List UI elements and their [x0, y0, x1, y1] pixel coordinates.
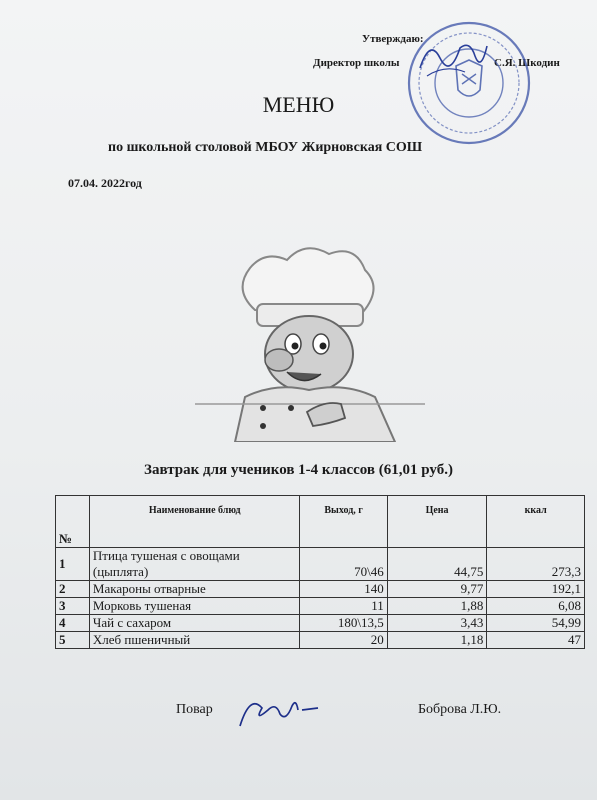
- dish-kcal: 54,99: [487, 615, 585, 632]
- table-row: [56, 615, 585, 632]
- dish-output: 20: [300, 632, 387, 649]
- dish-kcal: 192,1: [487, 581, 585, 598]
- section-title: Завтрак для учеников 1-4 классов (61,01 руб.): [144, 462, 453, 478]
- director-label: Директор школы: [313, 57, 400, 69]
- dish-name: Хлеб пшеничный: [89, 632, 300, 649]
- dish-output: 11: [300, 598, 387, 615]
- table-row: [56, 581, 585, 598]
- dish-price: 1,18: [387, 632, 487, 649]
- row-number: 4: [56, 615, 90, 632]
- director-name: С.Я. Шкодин: [494, 57, 560, 69]
- document-subtitle: по школьной столовой МБОУ Жирновская СОШ: [108, 140, 423, 155]
- dish-price: 3,43: [387, 615, 487, 632]
- header-dish-name: Наименование блюд: [89, 496, 300, 548]
- row-number: 5: [56, 632, 90, 649]
- dish-kcal: 273,3: [487, 548, 585, 581]
- document-title: МЕНЮ: [262, 92, 335, 117]
- dish-kcal: 47: [487, 632, 585, 649]
- header-kcal: ккал: [487, 496, 585, 548]
- director-signature: [415, 28, 490, 88]
- cook-name: Боброва Л.Ю.: [418, 702, 502, 717]
- dish-name: Макароны отварные: [89, 581, 300, 598]
- row-number: 3: [56, 598, 90, 615]
- dish-price: 1,88: [387, 598, 487, 615]
- table-header-row: [56, 496, 585, 548]
- dish-output: 180\13,5: [300, 615, 387, 632]
- cook-label: Повар: [176, 702, 213, 717]
- cook-signature: [232, 688, 322, 733]
- dish-price: 9,77: [387, 581, 487, 598]
- menu-table: [55, 495, 585, 649]
- header-output: Выход, г: [300, 496, 387, 548]
- chef-illustration: [195, 232, 425, 442]
- document-date: 07.04. 2022год: [68, 176, 142, 190]
- dish-output: 140: [300, 581, 387, 598]
- row-number: 1: [56, 548, 90, 581]
- dish-price: 44,75: [387, 548, 487, 581]
- header-number: №: [56, 496, 90, 548]
- table-row: [56, 632, 585, 649]
- dish-kcal: 6,08: [487, 598, 585, 615]
- approval-label: Утверждаю:: [362, 33, 424, 45]
- dish-name: Птица тушеная с овощами (цыплята): [89, 548, 300, 581]
- dish-output: 70\46: [300, 548, 387, 581]
- dish-name: Чай с сахаром: [89, 615, 300, 632]
- header-price: Цена: [387, 496, 487, 548]
- table-row: [56, 548, 585, 581]
- table-row: [56, 598, 585, 615]
- dish-name: Морковь тушеная: [89, 598, 300, 615]
- row-number: 2: [56, 581, 90, 598]
